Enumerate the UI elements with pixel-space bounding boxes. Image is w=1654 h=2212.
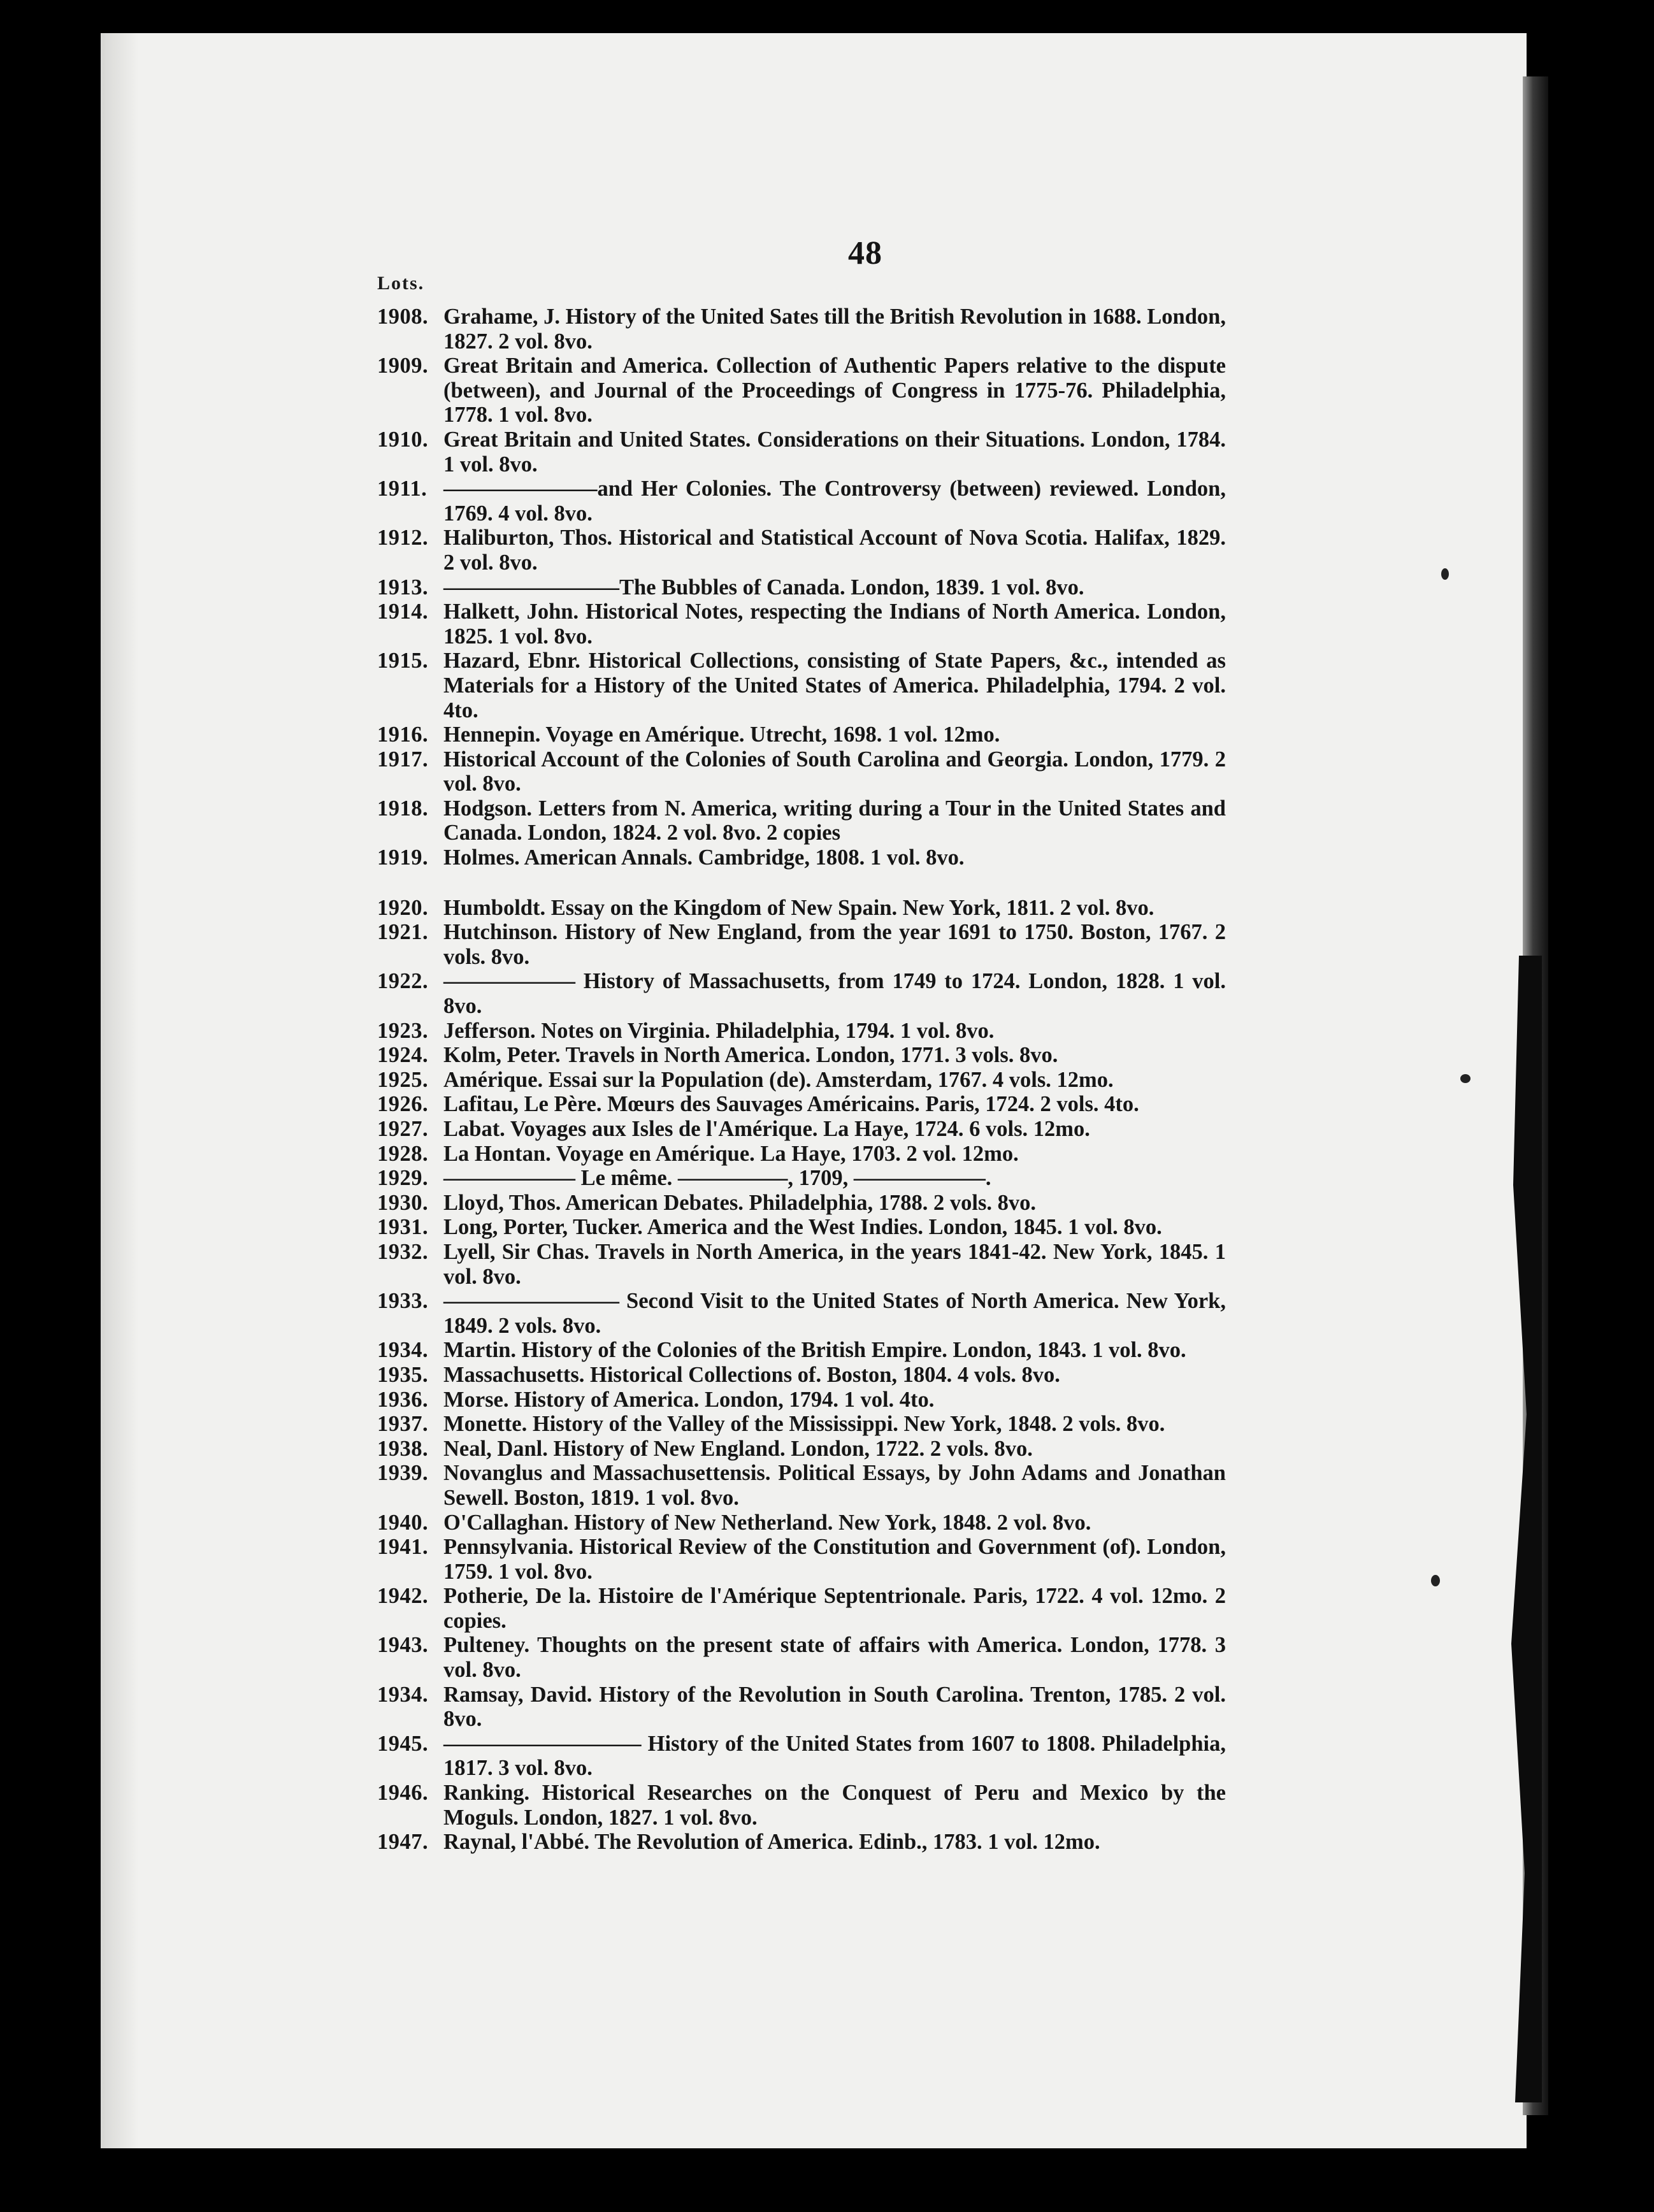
catalogue-entry: [377, 1437, 1226, 1462]
lot-number: 1937.: [377, 1412, 429, 1437]
entry-description: Potherie, De la. Histoire de l'Amérique Septentrionale. Paris, 1722. 4 vol. 12mo. 2 copies.: [443, 1584, 1226, 1633]
lot-number: 1945.: [377, 1731, 429, 1756]
lot-number: 1941.: [377, 1535, 429, 1560]
catalogue-entry: [377, 920, 1226, 969]
catalogue-entry: [377, 969, 1226, 1018]
catalogue-entry: [377, 575, 1226, 600]
entry-description: Hazard, Ebnr. Historical Collections, consisting of State Papers, &c., intended as Materials for a History of the United States of America. Philadelphia, 1794. 2 vol. 4to.: [443, 649, 1226, 722]
catalogue-entry: [377, 1289, 1226, 1338]
entry-description: Great Britain and United States. Considerations on their Situations. London, 1784. 1 vol. 8vo.: [443, 427, 1226, 477]
lot-number: 1932.: [377, 1239, 429, 1264]
catalogue-entry: [377, 1191, 1226, 1216]
entry-description: Martin. History of the Colonies of the British Empire. London, 1843. 1 vol. 8vo.: [443, 1338, 1186, 1363]
catalogue-entry: [377, 1830, 1226, 1855]
entry-description: Kolm, Peter. Travels in North America. London, 1771. 3 vols. 8vo.: [443, 1043, 1058, 1068]
entry-description: —————— Le même. —————, 1709, ——————.: [443, 1166, 991, 1191]
catalogue-entry: [377, 1732, 1226, 1781]
catalogue-entry: [377, 1092, 1226, 1117]
lot-number: 1909.: [377, 354, 429, 378]
entry-description: Amérique. Essai sur la Population (de). Amsterdam, 1767. 4 vols. 12mo.: [443, 1067, 1114, 1092]
entry-description: ————————The Bubbles of Canada. London, 1839. 1 vol. 8vo.: [443, 575, 1084, 600]
catalogue-entry: [377, 1019, 1226, 1044]
page-edge-shadow: [101, 33, 139, 2148]
catalogue-entry: [377, 796, 1226, 845]
entry-description: La Hontan. Voyage en Amérique. La Haye, 1703. 2 vol. 12mo.: [443, 1141, 1019, 1166]
lot-number: 1924.: [377, 1043, 429, 1068]
catalogue-entries: [377, 305, 1226, 1855]
entry-description: Raynal, l'Abbé. The Revolution of America. Edinb., 1783. 1 vol. 12mo.: [443, 1830, 1100, 1855]
lot-number: 1934.: [377, 1338, 429, 1363]
lot-number: 1940.: [377, 1510, 429, 1535]
entry-description: Haliburton, Thos. Historical and Statistical Account of Nova Scotia. Halifax, 1829. 2 vol. 8vo.: [443, 526, 1226, 575]
lot-number: 1913.: [377, 575, 429, 600]
lot-number: 1942.: [377, 1584, 429, 1609]
entry-description: Labat. Voyages aux Isles de l'Amérique. La Haye, 1724. 6 vols. 12mo.: [443, 1117, 1090, 1141]
entry-description: Holmes. American Annals. Cambridge, 1808. 1 vol. 8vo.: [443, 845, 965, 870]
entry-description: Lloyd, Thos. American Debates. Philadelphia, 1788. 2 vols. 8vo.: [443, 1190, 1037, 1215]
catalogue-entry: [377, 896, 1226, 921]
lot-number: 1928.: [377, 1141, 429, 1166]
catalogue-entry: [377, 1043, 1226, 1068]
entry-description: Massachusetts. Historical Collections of. Boston, 1804. 4 vols. 8vo.: [443, 1362, 1060, 1387]
lot-number: 1923.: [377, 1018, 429, 1043]
entry-description: Humboldt. Essay on the Kingdom of New Spain. New York, 1811. 2 vol. 8vo.: [443, 895, 1154, 920]
lot-number: 1927.: [377, 1117, 429, 1141]
entry-description: Great Britain and America. Collection of Authentic Papers relative to the dispute (between), and Journal of the Proceedings of Congress in 1775-76. Philadelphia, 1778. 1 vol. 8vo.: [443, 354, 1226, 427]
lot-number: 1933.: [377, 1289, 429, 1314]
lot-number: 1938.: [377, 1436, 429, 1461]
lot-number: 1946.: [377, 1781, 429, 1806]
lot-number: 1918.: [377, 796, 429, 821]
lot-number: 1931.: [377, 1215, 429, 1240]
lot-number: 1922.: [377, 969, 429, 994]
lot-number: 1914.: [377, 600, 429, 624]
entry-description: Lafitau, Le Père. Mœurs des Sauvages Américains. Paris, 1724. 2 vols. 4to.: [443, 1092, 1139, 1117]
catalogue-entry: [377, 1117, 1226, 1142]
catalogue-entry: [377, 1240, 1226, 1289]
entry-description: Hodgson. Letters from N. America, writing during a Tour in the United States and Canada. London, 1824. 2 vol. 8vo. 2 copies: [443, 796, 1226, 845]
page-number: 48: [848, 235, 882, 271]
catalogue-entry: [377, 1461, 1226, 1510]
catalogue-entry: [377, 600, 1226, 649]
lot-number: 1936.: [377, 1387, 429, 1412]
lot-number: 1930.: [377, 1190, 429, 1215]
catalogue-entry: [377, 477, 1226, 526]
catalogue-entry: [377, 649, 1226, 722]
catalogue-entry: [377, 1412, 1226, 1437]
entry-description: Monette. History of the Valley of the Mississippi. New York, 1848. 2 vols. 8vo.: [443, 1412, 1165, 1437]
catalogue-entry: [377, 845, 1226, 870]
catalogue-entry: [377, 722, 1226, 747]
catalogue-entry: [377, 1633, 1226, 1682]
catalogue-entry: [377, 526, 1226, 575]
entry-description: O'Callaghan. History of New Netherland. New York, 1848. 2 vol. 8vo.: [443, 1510, 1091, 1535]
catalogue-entry: [377, 1584, 1226, 1633]
entry-description: Ramsay, David. History of the Revolution in South Carolina. Trenton, 1785. 2 vol. 8vo.: [443, 1682, 1226, 1732]
entry-description: ———————— Second Visit to the United States of North America. New York, 1849. 2 vols. 8vo.: [443, 1289, 1226, 1338]
lot-number: 1919.: [377, 845, 429, 870]
lot-number: 1921.: [377, 920, 429, 945]
entry-description: ————————— History of the United States from 1607 to 1808. Philadelphia, 1817. 3 vol. 8vo.: [443, 1731, 1226, 1781]
catalogue-entry: [377, 1142, 1226, 1167]
catalogue-entry: [377, 354, 1226, 427]
ink-mark: [1431, 1575, 1440, 1586]
lot-number: 1916.: [377, 722, 429, 747]
lots-heading: Lots.: [377, 273, 425, 294]
lot-number: 1929.: [377, 1166, 429, 1191]
lot-number: 1925.: [377, 1067, 429, 1092]
entry-description: Pennsylvania. Historical Review of the Constitution and Government (of). London, 1759. 1 vol. 8vo.: [443, 1535, 1226, 1584]
catalogue-entry: [377, 747, 1226, 796]
lot-number: 1947.: [377, 1830, 429, 1855]
lot-number: 1943.: [377, 1633, 429, 1658]
catalogue-entry: [377, 1535, 1226, 1584]
lot-number: 1920.: [377, 895, 429, 920]
entry-description: Hutchinson. History of New England, from the year 1691 to 1750. Boston, 1767. 2 vols. 8vo.: [443, 920, 1226, 969]
lot-number: 1911.: [377, 477, 428, 501]
entry-description: Halkett, John. Historical Notes, respecting the Indians of North America. London, 1825. 1 vol. 8vo.: [443, 600, 1226, 649]
catalogue-entry: [377, 1338, 1226, 1363]
entry-description: Neal, Danl. History of New England. London, 1722. 2 vols. 8vo.: [443, 1436, 1033, 1461]
ink-mark: [1441, 568, 1449, 580]
catalogue-entry: [377, 1166, 1226, 1191]
entry-description: Hennepin. Voyage en Amérique. Utrecht, 1698. 1 vol. 12mo.: [443, 722, 1000, 747]
entry-description: Long, Porter, Tucker. America and the West Indies. London, 1845. 1 vol. 8vo.: [443, 1215, 1162, 1240]
entry-description: Historical Account of the Colonies of South Carolina and Georgia. London, 1779. 2 vol. 8vo.: [443, 747, 1226, 796]
entry-description: —————— History of Massachusetts, from 1749 to 1724. London, 1828. 1 vol. 8vo.: [443, 969, 1226, 1019]
lot-number: 1939.: [377, 1461, 429, 1486]
lot-number: 1915.: [377, 649, 429, 673]
lot-number: 1935.: [377, 1362, 429, 1387]
entry-description: Jefferson. Notes on Virginia. Philadelphia, 1794. 1 vol. 8vo.: [443, 1018, 995, 1043]
catalogue-entry: [377, 1068, 1226, 1093]
entry-description: Pulteney. Thoughts on the present state of affairs with America. London, 1778. 3 vol. 8vo.: [443, 1633, 1226, 1683]
catalogue-entry: [377, 305, 1226, 354]
lot-number: 1934.: [377, 1682, 429, 1707]
lot-number: 1912.: [377, 526, 429, 550]
catalogue-entry: [377, 1388, 1226, 1412]
entry-description: Novanglus and Massachusettensis. Political Essays, by John Adams and Jonathan Sewell. Boston, 1819. 1 vol. 8vo.: [443, 1461, 1226, 1510]
catalogue-entry: [377, 1363, 1226, 1388]
ink-mark: [1460, 1074, 1471, 1083]
entry-description: Grahame, J. History of the United Sates till the British Revolution in 1688. London, 1827. 2 vol. 8vo.: [443, 305, 1226, 354]
catalogue-entry: [377, 1215, 1226, 1240]
entry-description: Ranking. Historical Researches on the Conquest of Peru and Mexico by the Moguls. London, 1827. 1 vol. 8vo.: [443, 1781, 1226, 1830]
entry-description: Morse. History of America. London, 1794. 1 vol. 4to.: [443, 1387, 935, 1412]
catalogue-entry: [377, 1511, 1226, 1535]
lot-number: 1917.: [377, 747, 429, 772]
catalogue-entry: [377, 427, 1226, 477]
lot-number: 1908.: [377, 305, 429, 329]
entry-description: Lyell, Sir Chas. Travels in North America, in the years 1841-42. New York, 1845. 1 vol. 8vo.: [443, 1239, 1226, 1289]
catalogue-entry: [377, 1683, 1226, 1732]
lot-number: 1910.: [377, 427, 429, 452]
entry-description: ———————and Her Colonies. The Controversy (between) reviewed. London, 1769. 4 vol. 8vo.: [443, 477, 1226, 526]
catalogue-entry: [377, 1781, 1226, 1830]
lot-number: 1926.: [377, 1092, 429, 1117]
